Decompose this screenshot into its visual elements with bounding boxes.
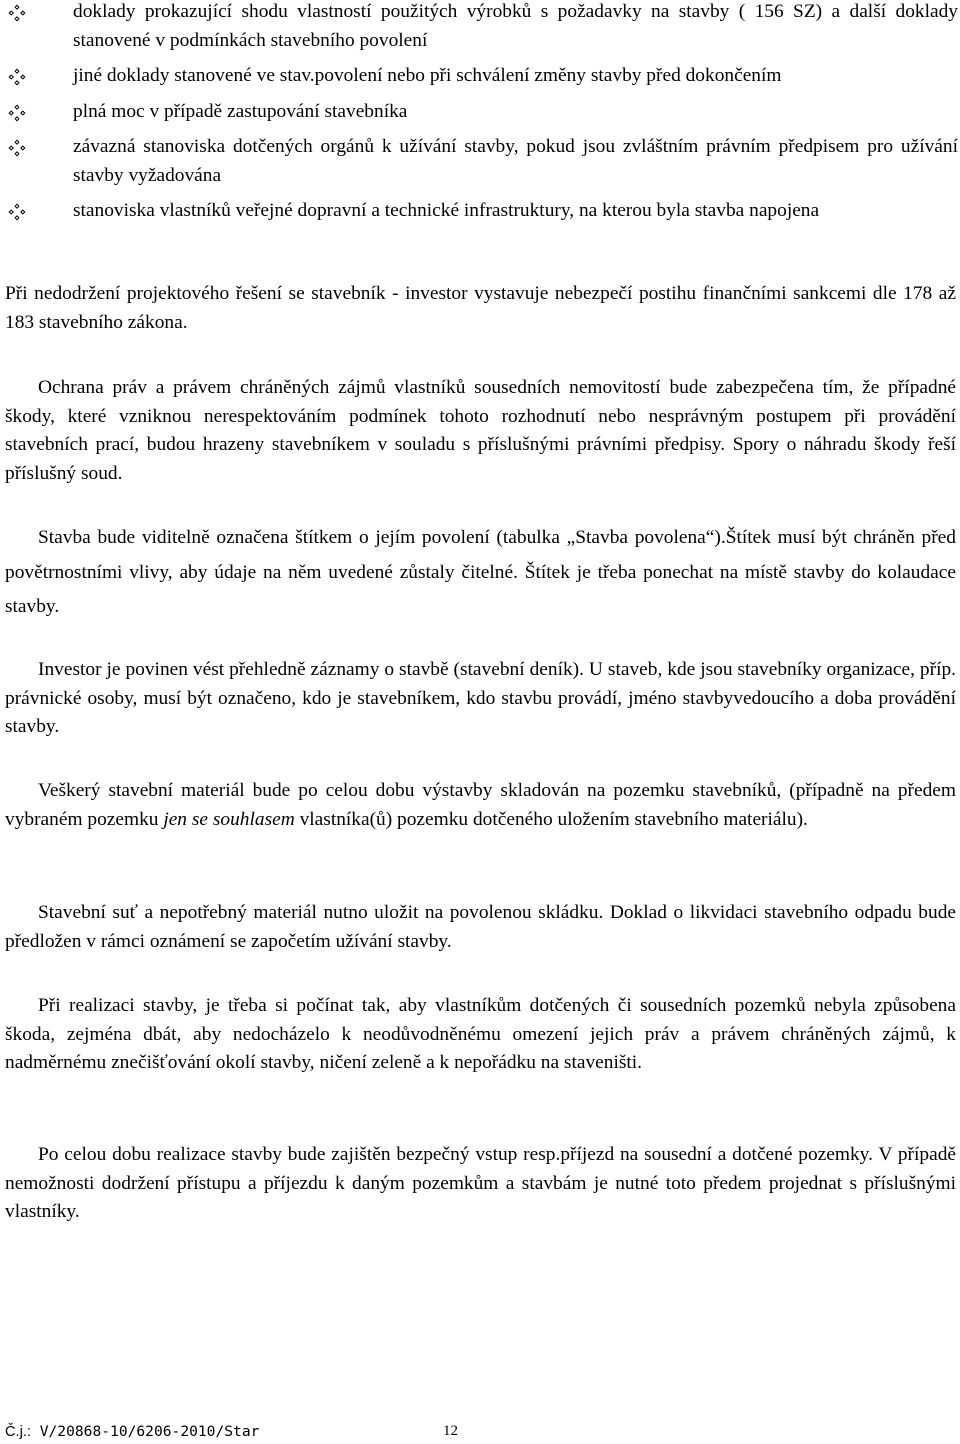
material-storage-emphasis: jen se souhlasem: [163, 808, 295, 830]
case-reference-label: Č.j.:: [5, 1424, 31, 1440]
material-storage-paragraph: [5, 777, 956, 834]
list-item: [0, 62, 960, 91]
sanctions-paragraph: Při nedodržení projektového řešení se stavebník - investor vystavuje nebezpečí postihu finančními sankcemi dle 178 až 183 stavebního zákona.: [5, 283, 956, 333]
four-diamond-bullet-icon: [8, 104, 26, 122]
page-number: 12: [443, 1423, 458, 1439]
list-item: [0, 0, 960, 55]
four-diamond-bullet-icon: [8, 203, 26, 221]
list-item: [0, 133, 960, 190]
construction-log-paragraph: Investor je povinen vést přehledně záznamy o stavbě (stavební deník). U staveb, kde jsou stavebníky organizace, příp. právnické osoby, musí být označeno, kdo je stavebníkem, kdo stavbu provádí, jméno stavbyvedoucího a doba provádění stavby.: [5, 659, 956, 737]
list-item-text: jiné doklady stanovené ve stav.povolení nebo při schválení změny stavby před dokončením: [73, 65, 782, 86]
case-reference-number: V/20868-10/6206-2010/Star: [30, 1423, 260, 1440]
material-storage-text-after: vlastníka(ů) pozemku dotčeného uložením stavebního materiálu).: [294, 808, 808, 830]
access-paragraph: Po celou dobu realizace stavby bude zajištěn bezpečný vstup resp.příjezd na sousední a dotčené pozemky. V případě nemožnosti dodržení přístupu a příjezdu k daným pozemkům a stavbám je nutné toto předem projednat s příslušnými vlastníky.: [5, 1144, 956, 1222]
required-documents-list: [0, 0, 960, 233]
material-storage-text-before: Veškerý stavební materiál bude po celou dobu výstavby skladován na pozemku stavebníků, (případně na předem vybraném pozemku: [5, 780, 956, 830]
list-item-text: stanoviska vlastníků veřejné dopravní a technické infrastruktury, na kterou byla stavba napojena: [73, 200, 820, 221]
list-item-text: závazná stanoviska dotčených orgánů k užívání stavby, pokud jsou zvláštním právním předpisem pro užívání stavby vyžadována: [73, 136, 958, 186]
damage-prevention-paragraph: Při realizaci stavby, je třeba si počínat tak, aby vlastníkům dotčených či sousedních pozemků nebyla způsobena škoda, zejména dbát, aby nedocházelo k neodůvodněnému omezení jejich práv a právem chráněných zájmů, k nadměrnému znečišťování okolí stavby, ničení zeleně a k nepořádku na staveništi.: [5, 995, 956, 1073]
signage-paragraph: Stavba bude viditelně označena štítkem o jejím povolení (tabulka „Stavba povolena“).Štítek musí být chráněn před povětrnostními vlivy, aby údaje na něm uvedené zůstaly čitelné. Štítek je třeba ponechat na místě stavby do kolaudace stavby.: [5, 527, 956, 617]
list-item: [0, 197, 960, 226]
list-item-text: doklady prokazující shodu vlastností použitých výrobků s požadavky na stavby ( 156 SZ) a další doklady stanovené v podmínkách stavebního povolení: [73, 1, 958, 51]
property-rights-paragraph: Ochrana práv a právem chráněných zájmů vlastníků sousedních nemovitostí bude zabezpečena tím, že případné škody, které vzniknou nerespektováním podmínek tohoto rozhodnutí nebo nesprávným postupem při provádění stavebních prací, budou hrazeny stavebníkem v souladu s příslušnými právními předpisy. Spory o náhradu škody řeší příslušný soud.: [5, 377, 956, 484]
case-reference: [5, 1422, 259, 1442]
list-item: [0, 98, 960, 127]
four-diamond-bullet-icon: [8, 139, 26, 157]
four-diamond-bullet-icon: [8, 68, 26, 86]
waste-paragraph: Stavební suť a nepotřebný materiál nutno uložit na povolenou skládku. Doklad o likvidaci stavebního odpadu bude předložen v rámci oznámení se započetím užívání stavby.: [5, 902, 956, 952]
four-diamond-bullet-icon: [8, 4, 26, 22]
list-item-text: plná moc v případě zastupování stavebníka: [73, 100, 408, 122]
